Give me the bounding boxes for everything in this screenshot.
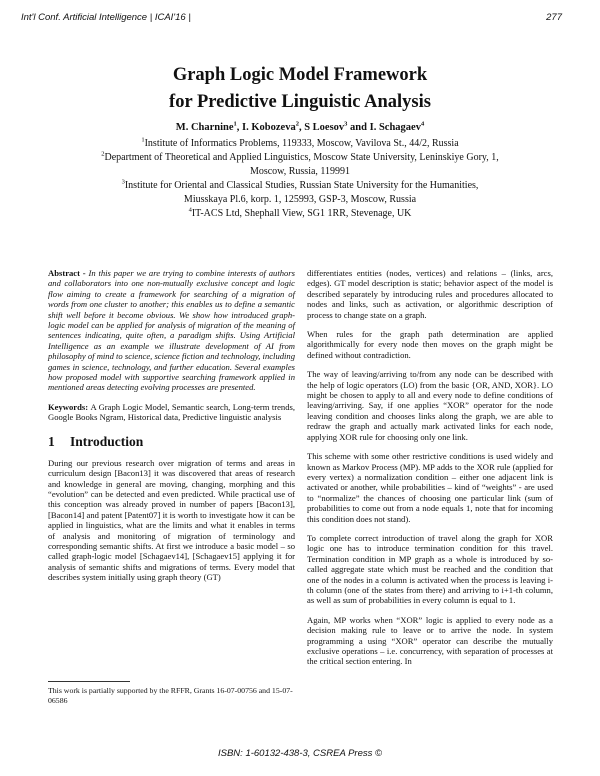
affiliation-text: Institute of Informatics Problems, 119333, Moscow, Vavilova St., 44/2, Russia [144,138,459,149]
affiliation-sup: 3 [121,178,125,186]
abstract-text: In this paper we are trying to combine interests of authors and collaborators into one non-mutually exclusive concept and logic flow aiming to create a framework for searching of a migration of words from one cluster to another; this enables us to define a semantic shift well before it become obvious. We show how introduced graph-logic model can be applied for analysis of migration of the meaning of sentences indicating, quite often, a paradigm shifts. Using Artificial Intelligence as an example we illustrate development of AI from philosophy of mind to science, science fiction and technology, including games in science, technology, and further education. Several examples how proposed model with supportive searching framework applied in mentioned areas detecting evolving processes are presented. [48,268,296,393]
affiliation-text: IT-ACS Ltd, Shephall View, SG1 1RR, Stevenage, UK [191,208,412,219]
right-paragraph: This scheme with some other restrictive conditions is used widely and known as Markov Process (MP). MP adds to the XOR rule (applied for every vertex) a normalization condition – either one adjacent link is activated or another, while probabilities – kind of “weights” - are used to “normalize” the chances of choosing one particular link (sum of probabilities to come out from a node equals 1, note that for incoming this condition does not stand). [307,451,553,524]
affiliation-sup: 2 [101,150,105,158]
affiliation [100,151,500,179]
author: S Loesov [304,122,345,133]
page-number: 277 [546,12,562,23]
right-paragraph: The way of leaving/arriving to/from any node can be described with the help of logic operators (LO) from the basic {OR, AND, XOR}. LO might be chosen to apply to all and every node to define conditions of leaving/arriving. Say, if one applies “XOR” operator for the node leaving condition and chooses links along the graph, we are able to redraw the graph and actually mark activated links for each node, applying XOR rule for choosing only one link. [307,369,553,442]
author-sup: 3 [344,120,348,128]
affiliation-text: Department of Theoretical and Applied Linguistics, Moscow State University, Leninskiye Gory, 1, Moscow, Russia, 119991 [104,152,499,177]
title-line-1: Graph Logic Model Framework [172,65,428,85]
intro-paragraph: During our previous research over migration of terms and areas in curriculum design [Bacon13] it was discovered that areas of research and knowledge in general are moving, changing, morphing and this “evolution” can be detected and even predicted. While practical use of this conception was already proved in number of papers [Bacon13], [Bacon14] and patent [Patent07] it is worth to investigate how it can be applied in linguistics, what are the limits and what it enables in terms of analysis and monitoring of migration of terminology and corresponding semantic shifts. At first we introduce a basic model – so called graph-logic model [Schagaev14], [Schagaev15] applying it for analysis of semantic shifts and migrations of terms. Every model that describes system initially using graph theory (GT) [48,457,295,583]
affiliation [100,179,500,207]
left-column [48,268,295,592]
author-sep: , [298,122,305,133]
keywords-text: A Graph Logic Model, Semantic search, Long-term trends, Google Books Ngram, Historical data, Predictive linguistic analysis [48,401,295,423]
affiliation [100,137,500,151]
right-paragraph: To complete correct introduction of travel along the graph for XOR logic one has to introduce termination condition for this travel. Termination condition in MP graph as a whole is introduced by so-called aggregate state which must be reached and the condition that one of the nodes in a column is activated when the process is leaving i-th column (one of the states from there) and arriving to i+1-th column, as well as sum of probabilities in every column is equal to 1. [307,532,553,606]
right-column [307,268,553,676]
affiliations [100,137,500,221]
affiliation-sup: 4 [188,206,192,214]
author: I. Kobozeva [242,122,296,133]
author-sup: 4 [420,120,425,128]
author: I. Schagaev [369,122,421,133]
affiliation [100,207,500,221]
abstract [48,268,295,393]
footnote-rule [48,681,130,682]
section-title: Introduction [70,433,144,449]
right-paragraph: differentiates entities (nodes, vertices) and relations – (links, arcs, edges). GT model description is static; behavior aspect of the model is described separately by introducing rules and procedures allocated to nodes and links, such as activation, or algorithmic description of process to change state on a graph. [307,268,553,320]
author-sep: , [236,122,243,133]
page-footer: ISBN: 1-60132-438-3, CSREA Press © [218,748,382,759]
author: M. Charnine [175,122,234,133]
title-line-2: for Predictive Linguistic Analysis [169,92,431,112]
running-header: Int'l Conf. Artificial Intelligence | ICAI'16 | [21,12,191,23]
paper-title [0,62,600,116]
author-list [0,122,600,133]
affiliation-sup: 1 [141,136,145,144]
affiliation-text: Institute for Oriental and Classical Studies, Russian State University for the Humanities, Miusskaya Pl.6, korp. 1, 125993, GSP-3, Moscow, Russia [124,180,479,205]
section-heading [48,434,295,450]
author-sup: 2 [295,120,299,128]
section-number: 1 [48,433,55,449]
keywords [48,402,295,423]
footnote: This work is partially supported by the RFFR, Grants 16-07-00756 and 15-07-06586 [48,686,293,705]
author-sup: 1 [233,120,237,128]
right-paragraph: Again, MP works when “XOR” logic is applied to every node as a decision making rule to leave or to arrive the node. In system programming a using “XOR” operator can describe the mutually exclusive operations – i.e. concurrency, with separation of processes at the critical section entering. In [307,614,553,667]
abstract-label: Abstract - [48,268,89,278]
keywords-label: Keywords: [48,401,91,412]
author-sep: and [347,122,370,133]
right-paragraph: When rules for the graph path determination are applied algorithmically for every node then moves on the graph might be defined without contradiction. [307,329,553,360]
